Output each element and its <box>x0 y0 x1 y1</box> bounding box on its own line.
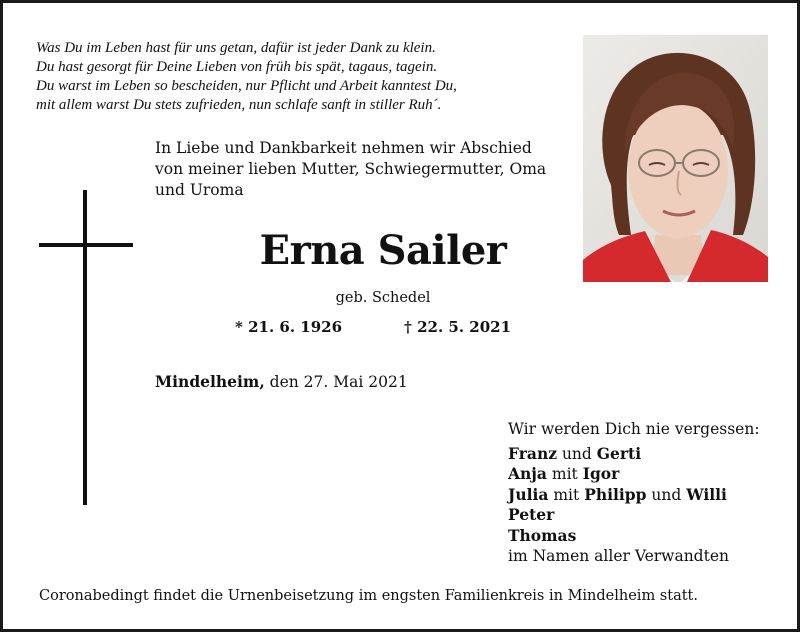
mourner-line <box>508 464 760 485</box>
intro-line: und Uroma <box>155 181 244 199</box>
cross-icon-beam <box>39 243 133 247</box>
place-and-date <box>155 372 408 392</box>
memorial-poem <box>36 39 457 115</box>
conjunction: mit <box>548 485 585 504</box>
conjunction: und <box>557 444 597 463</box>
portrait-photo <box>583 35 768 282</box>
birth-date: * 21. 6. 1926 <box>235 318 343 336</box>
poem-line: Du hast gesorgt für Deine Lieben von früh bis spät, tagaus, tagein. <box>36 59 438 75</box>
mourners-list <box>508 419 760 567</box>
poem-line: Du warst im Leben so bescheiden, nur Pflicht und Arbeit kanntest Du, <box>36 78 457 94</box>
poem-line: Was Du im Leben hast für uns getan, dafür ist jeder Dank zu klein. <box>36 40 436 56</box>
mourner-name: Igor <box>582 464 620 483</box>
conjunction: mit <box>546 465 583 483</box>
mourner-line <box>508 485 760 506</box>
deceased-name: Erna Sailer <box>259 227 507 274</box>
mourner-name: Willi <box>686 484 727 504</box>
mourner-name: Anja <box>508 464 547 483</box>
intro-line: In Liebe und Dankbarkeit nehmen wir Abschied <box>155 139 532 157</box>
poem-line: mit allem warst Du stets zufrieden, nun schlafe sanft in stiller Ruh´. <box>36 97 442 113</box>
death-date: † 22. 5. 2021 <box>404 318 512 336</box>
mourner-name: Franz <box>508 443 558 463</box>
mourner-line <box>508 505 760 526</box>
mourner-name: Philipp <box>584 484 647 504</box>
date: den 27. Mai 2021 <box>269 373 408 391</box>
mourners-lead: Wir werden Dich nie vergessen: <box>508 420 760 438</box>
burial-note: Coronabedingt findet die Urnenbeisetzung im engsten Familienkreis in Mindelheim statt. <box>39 588 698 604</box>
place: Mindelheim, <box>155 372 265 391</box>
cross-icon <box>83 190 87 505</box>
mourner-line <box>508 444 760 465</box>
mourners-closing: im Namen aller Verwandten <box>508 547 729 565</box>
portrait-illustration <box>583 35 768 282</box>
mourner-name: Peter <box>508 505 555 524</box>
maiden-name: geb. Schedel <box>335 290 431 306</box>
mourner-name: Julia <box>508 484 549 504</box>
conjunction: und <box>646 485 687 504</box>
intro-line: von meiner lieben Mutter, Schwiegermutter, Oma <box>155 160 547 178</box>
farewell-intro <box>155 138 575 201</box>
mourner-name: Thomas <box>508 525 577 545</box>
mourner-line <box>508 526 760 547</box>
mourner-name: Gerti <box>596 443 642 463</box>
